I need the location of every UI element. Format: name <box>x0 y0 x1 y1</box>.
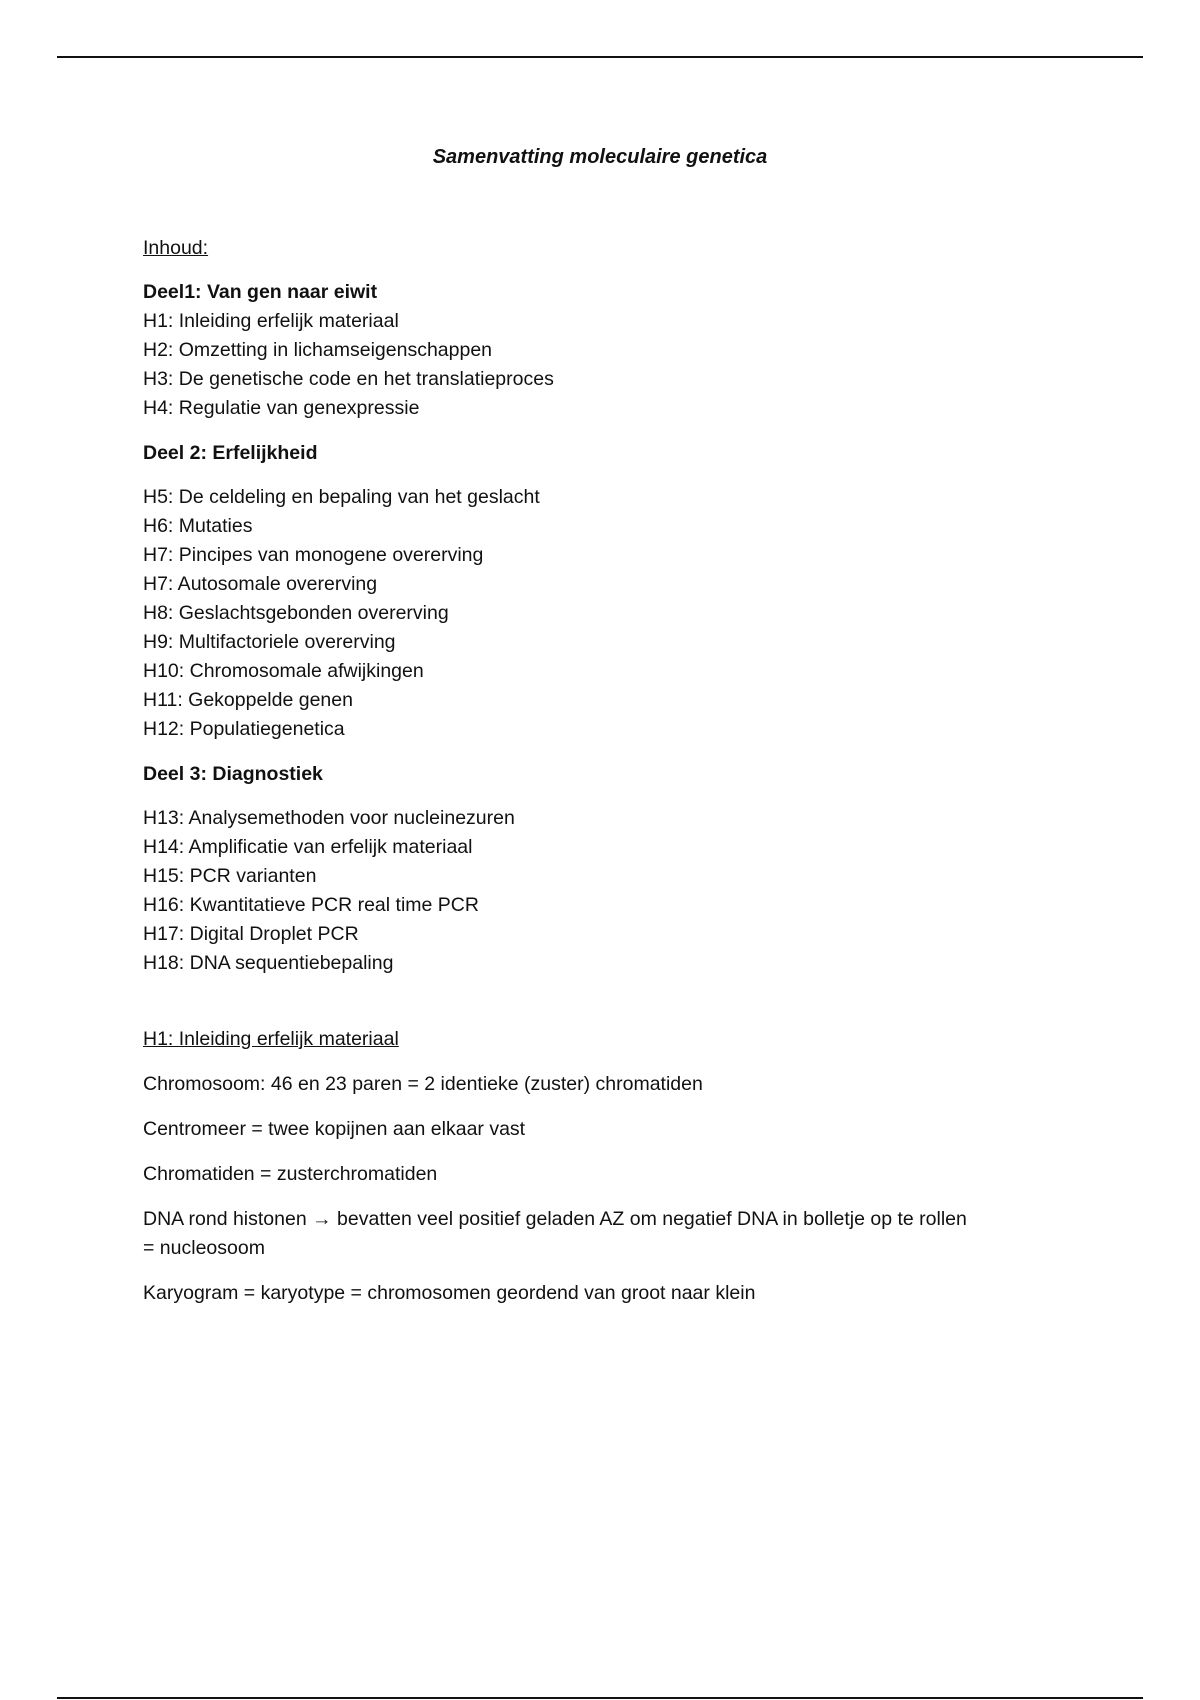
toc-item: H2: Omzetting in lichamseigenschappen <box>143 339 493 361</box>
toc-item: H5: De celdeling en bepaling van het geslacht <box>143 486 540 508</box>
page-top-rule <box>57 56 1143 58</box>
toc-item: H6: Mutaties <box>143 515 253 537</box>
toc-item: H8: Geslachtsgebonden overerving <box>143 602 449 624</box>
chapter1-paragraph: Chromatiden = zusterchromatiden <box>143 1163 438 1185</box>
page-bottom-rule <box>57 1697 1143 1699</box>
toc-item: H14: Amplificatie van erfelijk materiaal <box>143 836 473 858</box>
toc-item: H16: Kwantitatieve PCR real time PCR <box>143 894 479 916</box>
toc-item: H10: Chromosomale afwijkingen <box>143 660 424 682</box>
chapter1-paragraph: Centromeer = twee kopijnen aan elkaar vast <box>143 1118 526 1140</box>
chapter1-paragraph: Chromosoom: 46 en 23 paren = 2 identieke (zuster) chromatiden <box>143 1073 703 1095</box>
document-body <box>143 234 1103 1308</box>
document-title: Samenvatting moleculaire genetica <box>432 146 768 168</box>
section-heading-deel3: Deel 3: Diagnostiek <box>143 763 323 785</box>
toc-item: H3: De genetische code en het translatieproces <box>143 368 554 390</box>
toc-item: H9: Multifactoriele overerving <box>143 631 396 653</box>
toc-item: H12: Populatiegenetica <box>143 718 345 740</box>
histonen-text: DNA rond histonen <box>143 1208 307 1230</box>
chapter1-paragraph-line2: = nucleosoom <box>143 1237 265 1259</box>
section-heading-deel2: Deel 2: Erfelijkheid <box>143 442 318 464</box>
toc-item: H7: Autosomale overerving <box>143 573 378 595</box>
toc-item: H1: Inleiding erfelijk materiaal <box>143 310 399 332</box>
right-arrow-icon: → <box>312 1208 332 1230</box>
histonen-text-continued: bevatten veel positief geladen AZ om negatief DNA in bolletje op te rollen <box>337 1208 967 1230</box>
toc-item: H18: DNA sequentiebepaling <box>143 952 394 974</box>
chapter1-paragraph-histonen <box>143 1205 1103 1234</box>
toc-item: H15: PCR varianten <box>143 865 317 887</box>
toc-item: H4: Regulatie van genexpressie <box>143 397 420 419</box>
toc-item: H11: Gekoppelde genen <box>143 689 353 711</box>
section-heading-deel1: Deel1: Van gen naar eiwit <box>143 281 378 303</box>
chapter1-heading: H1: Inleiding erfelijk materiaal <box>143 1028 399 1050</box>
chapter1-paragraph: Karyogram = karyotype = chromosomen geordend van groot naar klein <box>143 1282 756 1304</box>
toc-item: H13: Analysemethoden voor nucleinezuren <box>143 807 515 829</box>
toc-item: H7: Pincipes van monogene overerving <box>143 544 484 566</box>
toc-item: H17: Digital Droplet PCR <box>143 923 359 945</box>
toc-heading: Inhoud: <box>143 237 209 259</box>
